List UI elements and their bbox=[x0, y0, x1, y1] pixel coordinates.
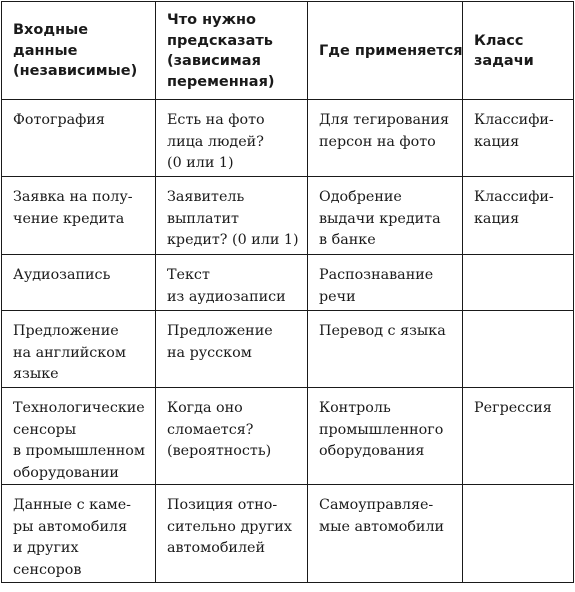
cell-line: речи bbox=[319, 288, 356, 305]
cell-line: сительно других bbox=[167, 518, 292, 535]
cell-line: Классифи- bbox=[474, 112, 554, 128]
cell-line: оборудовании bbox=[13, 464, 119, 481]
cell-line: Распознавание bbox=[319, 267, 434, 283]
table-row bbox=[2, 255, 574, 311]
cell-line: Аудиозапись bbox=[13, 267, 111, 283]
header-line: Где применяется bbox=[319, 42, 463, 59]
cell-predict bbox=[156, 311, 308, 388]
cell-predict bbox=[156, 388, 308, 485]
cell-task bbox=[463, 100, 574, 177]
cell-line: Предложение bbox=[167, 323, 273, 339]
cell-line: Позиция отно- bbox=[167, 497, 278, 513]
cell-input bbox=[2, 100, 156, 177]
table-row bbox=[2, 100, 574, 177]
header-application bbox=[308, 2, 463, 100]
header-line: (независимые) bbox=[13, 63, 138, 80]
cell-line: Одобрение bbox=[319, 189, 402, 205]
cell-line: кация bbox=[474, 210, 520, 227]
cell-line: сенсоры bbox=[13, 421, 77, 438]
cell-line: из аудиозаписи bbox=[167, 288, 286, 305]
ml-tasks-table bbox=[1, 1, 574, 583]
cell-line: кация bbox=[474, 133, 520, 150]
cell-line: в промышленном bbox=[13, 443, 146, 459]
cell-line: Заявка на полу- bbox=[13, 189, 133, 205]
table-row bbox=[2, 485, 574, 583]
cell-line: мые автомобили bbox=[319, 518, 445, 535]
header-prediction-target bbox=[156, 2, 308, 100]
header-line: Входные bbox=[13, 22, 89, 39]
header-line: (зависимая bbox=[167, 53, 261, 69]
cell-predict bbox=[156, 485, 308, 583]
cell-line: Текст bbox=[167, 267, 210, 283]
cell-line: Перевод с языка bbox=[319, 323, 446, 339]
cell-line: Предложение bbox=[13, 323, 119, 339]
cell-line: Самоуправляе- bbox=[319, 497, 434, 513]
table-row bbox=[2, 177, 574, 255]
cell-line: сенсоров bbox=[13, 561, 82, 578]
ml-tasks-table-container bbox=[1, 1, 573, 583]
cell-line: чение кредита bbox=[13, 210, 125, 227]
cell-input bbox=[2, 388, 156, 485]
cell-line: Контроль bbox=[319, 400, 391, 416]
table-row bbox=[2, 311, 574, 388]
cell-line: ры автомобиля bbox=[13, 518, 128, 535]
cell-line: языке bbox=[13, 366, 59, 382]
cell-usage bbox=[308, 100, 463, 177]
cell-usage bbox=[308, 311, 463, 388]
cell-usage bbox=[308, 388, 463, 485]
cell-usage bbox=[308, 485, 463, 583]
cell-line: Есть на фото bbox=[167, 112, 265, 128]
cell-line: автомобилей bbox=[167, 540, 266, 556]
cell-line: Заявитель bbox=[167, 189, 245, 205]
header-input-data bbox=[2, 2, 156, 100]
cell-line: выдачи кредита bbox=[319, 210, 441, 227]
cell-line: на английском bbox=[13, 344, 126, 361]
header-line: предсказать bbox=[167, 32, 273, 49]
cell-line: Технологические bbox=[13, 400, 145, 416]
cell-line: на русском bbox=[167, 344, 252, 361]
cell-input bbox=[2, 311, 156, 388]
header-line: переменная) bbox=[167, 73, 275, 90]
cell-predict bbox=[156, 100, 308, 177]
cell-input bbox=[2, 485, 156, 583]
cell-input bbox=[2, 255, 156, 311]
cell-line: кредит? (0 или 1) bbox=[167, 232, 299, 248]
cell-line: Для тегирования bbox=[319, 112, 450, 128]
header-line: Класс bbox=[474, 32, 524, 49]
cell-task bbox=[463, 177, 574, 255]
cell-line: (вероятность) bbox=[167, 443, 272, 459]
cell-line: Регрессия bbox=[474, 400, 552, 416]
cell-line: выплатит bbox=[167, 210, 239, 227]
cell-line: в банке bbox=[319, 232, 376, 248]
cell-line: промышленного bbox=[319, 421, 444, 438]
header-row bbox=[2, 2, 574, 100]
header-line: данные bbox=[13, 42, 78, 59]
header-line: задачи bbox=[474, 53, 534, 69]
cell-line: Фотография bbox=[13, 112, 105, 128]
header-task-class bbox=[463, 2, 574, 100]
cell-line: Классифи- bbox=[474, 189, 554, 205]
cell-task bbox=[463, 388, 574, 485]
cell-task bbox=[463, 485, 574, 583]
cell-predict bbox=[156, 255, 308, 311]
cell-task bbox=[463, 311, 574, 388]
cell-usage bbox=[308, 177, 463, 255]
cell-line: Данные с каме- bbox=[13, 497, 132, 513]
cell-line: сломается? bbox=[167, 421, 254, 438]
cell-line: (0 или 1) bbox=[167, 155, 234, 171]
cell-predict bbox=[156, 177, 308, 255]
cell-line: персон на фото bbox=[319, 133, 436, 150]
cell-line: и других bbox=[13, 540, 79, 556]
cell-line: Когда оно bbox=[167, 400, 243, 416]
cell-line: оборудования bbox=[319, 443, 425, 459]
cell-input bbox=[2, 177, 156, 255]
cell-usage bbox=[308, 255, 463, 311]
cell-task bbox=[463, 255, 574, 311]
header-line: Что нужно bbox=[167, 12, 257, 28]
table-row bbox=[2, 388, 574, 485]
cell-line: лица людей? bbox=[167, 133, 264, 150]
